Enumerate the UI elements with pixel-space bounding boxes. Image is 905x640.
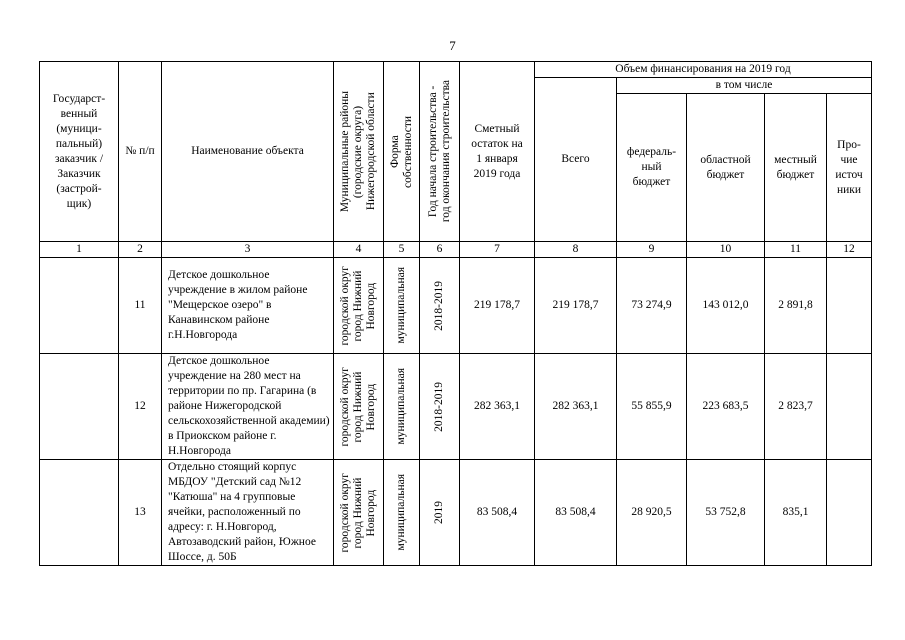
header-municipal: Муниципальные районы (городские округа) Нижегородской области xyxy=(334,62,384,242)
column-number: 11 xyxy=(765,242,827,258)
row-municipal: городской округ город Нижний Новгород xyxy=(334,460,384,566)
row-federal: 55 855,9 xyxy=(617,354,687,460)
row-customer xyxy=(40,354,119,460)
table-row xyxy=(40,460,872,566)
row-num: 11 xyxy=(119,258,162,354)
column-number: 8 xyxy=(535,242,617,258)
row-local: 2 891,8 xyxy=(765,258,827,354)
header-including: в том числе xyxy=(617,78,872,94)
row-num: 13 xyxy=(119,460,162,566)
header-local: местный бюджет xyxy=(765,94,827,242)
header-ownership: Форма собственности xyxy=(384,62,420,242)
row-num: 12 xyxy=(119,354,162,460)
row-total: 83 508,4 xyxy=(535,460,617,566)
table-row xyxy=(40,258,872,354)
header-years: Год начала строительства - год окончания строительства xyxy=(420,62,460,242)
row-ownership: муниципальная xyxy=(384,460,420,566)
row-regional: 53 752,8 xyxy=(687,460,765,566)
column-number: 12 xyxy=(827,242,872,258)
row-years: 2019 xyxy=(420,460,460,566)
page-number: 7 xyxy=(449,38,456,53)
row-other xyxy=(827,460,872,566)
row-years: 2018-2019 xyxy=(420,258,460,354)
header-num: № п/п xyxy=(119,62,162,242)
row-object-name: Детское дошкольное учреждение на 280 мест на территории по пр. Гагарина (в районе Нижегородской сельскохозяйственной академии) в Приокском районе г. Н.Новгорода xyxy=(162,354,334,460)
row-object-name: Детское дошкольное учреждение в жилом районе "Мещерское озеро" в Канавинском районе г.Н.Новгорода xyxy=(162,258,334,354)
column-number: 6 xyxy=(420,242,460,258)
row-total: 282 363,1 xyxy=(535,354,617,460)
row-municipal: городской округ город Нижний Новгород xyxy=(334,258,384,354)
row-total: 219 178,7 xyxy=(535,258,617,354)
column-number: 1 xyxy=(40,242,119,258)
header-regional: областной бюджет xyxy=(687,94,765,242)
row-years: 2018-2019 xyxy=(420,354,460,460)
row-ownership: муниципальная xyxy=(384,258,420,354)
row-federal: 28 920,5 xyxy=(617,460,687,566)
column-number: 4 xyxy=(334,242,384,258)
header-total: Всего xyxy=(535,78,617,242)
row-other xyxy=(827,258,872,354)
row-federal: 73 274,9 xyxy=(617,258,687,354)
row-customer xyxy=(40,460,119,566)
row-other xyxy=(827,354,872,460)
row-ownership: муниципальная xyxy=(384,354,420,460)
header-customer: Государст- венный (муници- пальный) заказчик / Заказчик (застрой- щик) xyxy=(40,62,119,242)
table-row xyxy=(40,354,872,460)
column-number: 10 xyxy=(687,242,765,258)
header-other: Про- чие источ ники xyxy=(827,94,872,242)
financing-table xyxy=(39,61,872,566)
header-object-name: Наименование объекта xyxy=(162,62,334,242)
column-number: 2 xyxy=(119,242,162,258)
row-local: 835,1 xyxy=(765,460,827,566)
row-regional: 223 683,5 xyxy=(687,354,765,460)
row-local: 2 823,7 xyxy=(765,354,827,460)
column-number: 9 xyxy=(617,242,687,258)
row-estimate: 282 363,1 xyxy=(460,354,535,460)
header-funding-group: Объем финансирования на 2019 год xyxy=(535,62,872,78)
row-estimate: 83 508,4 xyxy=(460,460,535,566)
row-regional: 143 012,0 xyxy=(687,258,765,354)
header-estimate: Сметный остаток на 1 января 2019 года xyxy=(460,62,535,242)
row-municipal: городской округ город Нижний Новгород xyxy=(334,354,384,460)
header-federal: федераль- ный бюджет xyxy=(617,94,687,242)
column-number: 5 xyxy=(384,242,420,258)
row-estimate: 219 178,7 xyxy=(460,258,535,354)
row-object-name: Отдельно стоящий корпус МБДОУ "Детский сад №12 "Катюша" на 4 групповые ячейки, расположенный по адресу: г. Н.Новгород, Автозаводский район, Южное Шоссе, д. 50Б xyxy=(162,460,334,566)
column-number: 3 xyxy=(162,242,334,258)
column-number: 7 xyxy=(460,242,535,258)
row-customer xyxy=(40,258,119,354)
